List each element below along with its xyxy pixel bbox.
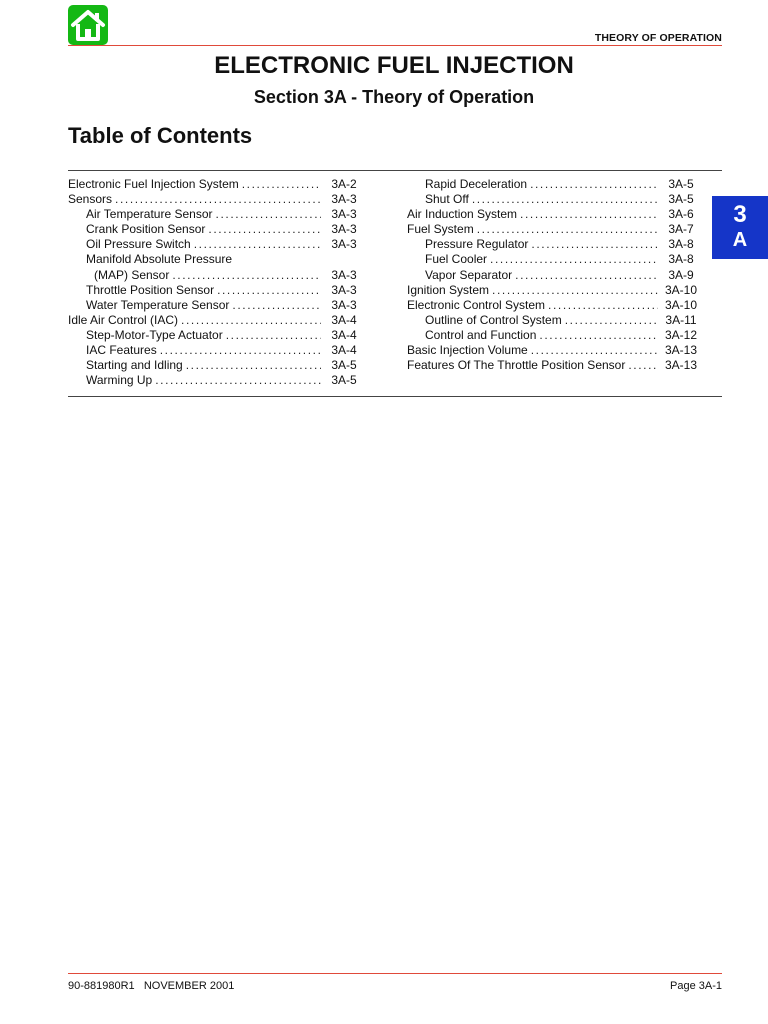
toc-leader-dots <box>539 328 658 343</box>
footer-divider <box>68 973 722 974</box>
toc-entry[interactable] <box>68 283 364 298</box>
toc-leader-dots <box>565 313 658 328</box>
toc-entry-page: 3A-11 <box>665 312 697 327</box>
toc-entry-page: 3A-9 <box>668 267 694 282</box>
toc-entry-label: Air Induction System <box>407 207 518 222</box>
toc-entry[interactable] <box>407 268 701 283</box>
toc-leader-dots <box>242 177 321 192</box>
header-divider <box>68 45 722 46</box>
toc-entry-page: 3A-13 <box>664 343 698 358</box>
toc-leader-dots <box>492 283 658 298</box>
toc-entry-label: Basic Injection Volume <box>407 343 528 358</box>
toc-entry-page: 3A-3 <box>331 297 357 312</box>
toc-leader-dots <box>531 343 658 358</box>
toc-entry-label: Shut Off <box>425 192 469 207</box>
toc-entry[interactable] <box>68 207 364 222</box>
toc-entry[interactable] <box>407 358 701 373</box>
toc-leader-dots <box>115 192 321 207</box>
toc-entry-page: 3A-13 <box>664 358 698 373</box>
toc-entry[interactable] <box>68 177 364 192</box>
toc-entry[interactable] <box>407 298 701 313</box>
toc-entry-label: Fuel Cooler <box>425 252 488 267</box>
toc-entry-label: Pressure Regulator <box>425 237 529 252</box>
toc-entry[interactable] <box>68 192 364 207</box>
section-tab-number: 3 <box>733 201 747 228</box>
page-subtitle: Section 3A - Theory of Operation <box>253 87 535 107</box>
toc-entry[interactable] <box>68 373 364 388</box>
toc-entry-page: 3A-7 <box>668 222 694 237</box>
toc-entry-label: Vapor Separator <box>425 267 513 282</box>
toc-entry-page: 3A-3 <box>331 222 357 237</box>
toc-entry-page: 3A-2 <box>331 177 357 191</box>
toc-entry-label: Oil Pressure Switch <box>86 237 191 252</box>
toc-entry[interactable] <box>68 237 364 252</box>
toc-entry-page: 3A-3 <box>331 237 357 252</box>
toc-entry[interactable] <box>407 207 701 222</box>
toc-leader-dots <box>232 298 321 313</box>
toc-leader-dots <box>530 177 658 192</box>
toc-leader-dots <box>490 252 658 267</box>
section-header-label: THEORY OF OPERATION <box>594 32 722 44</box>
toc-leader-dots <box>181 313 321 328</box>
toc-entry-label: Water Temperature Sensor <box>86 297 230 312</box>
toc-leader-dots <box>477 222 658 237</box>
section-tab-letter: A <box>732 229 748 251</box>
toc-entry-label: Rapid Deceleration <box>425 177 528 191</box>
toc-entry[interactable] <box>68 222 364 237</box>
toc-entry[interactable] <box>407 328 701 343</box>
home-button[interactable] <box>68 5 108 45</box>
toc-entry-label: Ignition System <box>407 282 490 297</box>
toc-entry-label: Step-Motor-Type Actuator <box>86 327 223 342</box>
toc-leader-dots <box>217 283 321 298</box>
toc-entry-page: 3A-5 <box>331 358 357 373</box>
toc-entry-page: 3A-4 <box>331 312 357 327</box>
toc-leader-dots <box>216 207 321 222</box>
toc-entry[interactable] <box>407 192 701 207</box>
toc-leader-dots <box>155 373 321 388</box>
toc-entry-page: 3A-5 <box>331 373 357 388</box>
toc-entry[interactable] <box>68 268 364 283</box>
toc-entry-label: Crank Position Sensor <box>86 222 206 237</box>
toc-entry[interactable] <box>68 358 364 373</box>
toc-entry[interactable] <box>68 252 364 267</box>
toc-entry[interactable] <box>407 283 701 298</box>
toc-right-column <box>407 177 701 373</box>
toc-leader-dots <box>548 298 658 313</box>
toc-leader-dots <box>472 192 658 207</box>
toc-entry[interactable] <box>68 328 364 343</box>
toc-bottom-divider <box>68 396 722 397</box>
toc-entry-label: Features Of The Throttle Position Sensor <box>407 358 626 373</box>
toc-leader-dots <box>531 237 658 252</box>
toc-entry-page: 3A-3 <box>331 207 357 222</box>
footer-document-id: 90-881980R1 NOVEMBER 2001 <box>68 980 235 992</box>
toc-entry[interactable] <box>407 343 701 358</box>
toc-entry[interactable] <box>68 343 364 358</box>
toc-entry-label: IAC Features <box>86 343 157 358</box>
toc-entry-label: Warming Up <box>86 373 153 388</box>
toc-entry[interactable] <box>407 313 701 328</box>
toc-leader-dots <box>208 222 321 237</box>
toc-leader-dots <box>194 237 321 252</box>
section-tab[interactable] <box>712 196 768 259</box>
toc-leader-dots <box>628 358 658 373</box>
toc-entry-page: 3A-3 <box>331 282 357 297</box>
toc-leader-dots <box>160 343 321 358</box>
toc-entry-label: Electronic Fuel Injection System <box>68 177 239 191</box>
toc-entry-label: Air Temperature Sensor <box>86 207 213 222</box>
toc-entry-page: 3A-10 <box>664 297 698 312</box>
toc-entry-page: 3A-6 <box>668 207 694 222</box>
toc-entry-label: Outline of Control System <box>425 312 562 327</box>
toc-entry-label: Starting and Idling <box>86 358 183 373</box>
toc-entry[interactable] <box>68 313 364 328</box>
toc-entry-label: Manifold Absolute Pressure <box>86 252 233 267</box>
toc-entry[interactable] <box>407 237 701 252</box>
toc-entry-page: 3A-5 <box>668 192 694 207</box>
toc-entry-page: 3A-10 <box>664 282 698 297</box>
toc-leader-dots <box>186 358 321 373</box>
page-title: ELECTRONIC FUEL INJECTION <box>214 52 574 79</box>
toc-entry-label: (MAP) Sensor <box>94 267 170 282</box>
home-icon <box>68 5 108 45</box>
toc-leader-dots <box>520 207 658 222</box>
toc-entry-page: 3A-3 <box>331 267 357 282</box>
toc-entry-page: 3A-3 <box>331 192 357 207</box>
toc-entry-page: 3A-4 <box>331 343 357 358</box>
toc-entry-page: 3A-4 <box>331 327 357 342</box>
toc-entry-label: Fuel System <box>407 222 474 237</box>
toc-entry-page: 3A-12 <box>664 327 698 342</box>
toc-entry[interactable] <box>68 298 364 313</box>
toc-entry[interactable] <box>407 252 701 267</box>
toc-entry-page: 3A-8 <box>668 252 694 267</box>
toc-entry-label: Sensors <box>68 192 113 207</box>
footer-page-number: Page 3A-1 <box>670 980 722 992</box>
toc-leader-dots <box>226 328 321 343</box>
toc-entry-label: Idle Air Control (IAC) <box>68 312 179 327</box>
toc-top-divider <box>68 170 722 171</box>
toc-entry[interactable] <box>407 222 701 237</box>
toc-heading: Table of Contents <box>68 123 253 148</box>
toc-entry-label: Electronic Control System <box>407 297 546 312</box>
toc-entry-label: Throttle Position Sensor <box>86 282 215 297</box>
toc-left-column <box>68 177 364 388</box>
toc-leader-dots <box>515 268 658 283</box>
toc-leader-dots <box>172 268 321 283</box>
toc-entry-label: Control and Function <box>425 327 537 342</box>
toc-entry-page: 3A-8 <box>668 237 694 252</box>
toc-entry[interactable] <box>407 177 701 192</box>
toc-entry-page: 3A-5 <box>668 177 694 191</box>
